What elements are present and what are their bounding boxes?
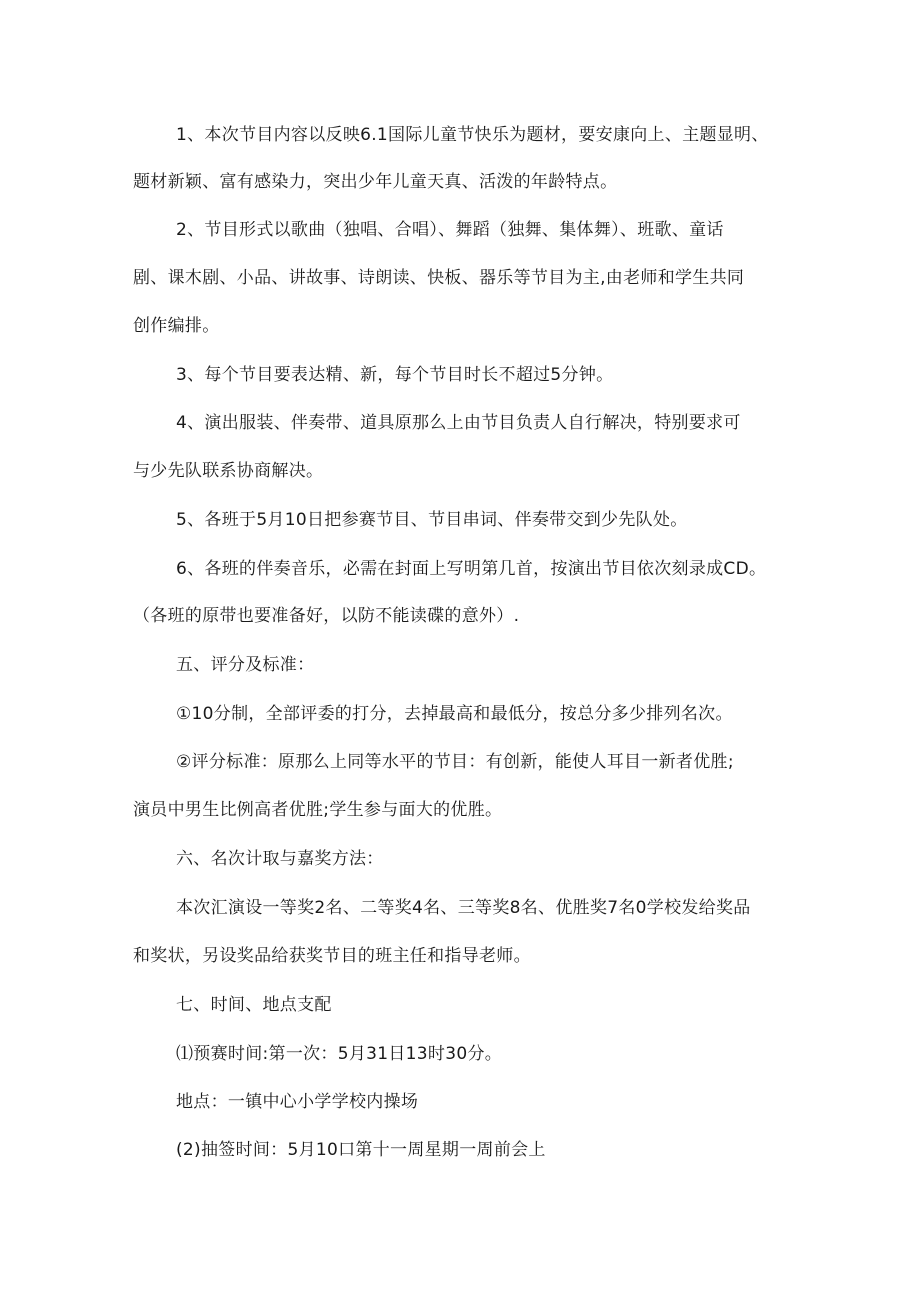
paragraph-line: 3、每个节目要表达精、新，每个节目时长不超过5分钟。 <box>176 365 614 385</box>
paragraph-line: 6、各班的伴奏音乐，必需在封面上写明第几首，按演出节目依次刻录成CD。 <box>176 559 767 579</box>
paragraph-line: 本次汇演设一等奖2名、二等奖4名、三等奖8名、优胜奖7名0学校发给奖品 <box>176 898 751 918</box>
paragraph-line: （各班的原带也要准备好，以防不能读碟的意外）. <box>133 606 520 626</box>
paragraph-line: 地点：一镇中心小学学校内操场 <box>176 1092 419 1112</box>
paragraph-line: 剧、课木剧、小品、讲故事、诗朗读、快板、器乐等节目为主,由老师和学生共同 <box>133 268 745 288</box>
paragraph-line: 与少先队联系协商解决。 <box>133 461 324 481</box>
paragraph-line: ①10分制，全部评委的打分，去掉最高和最低分，按总分多少排列名次。 <box>176 704 733 724</box>
paragraph-line: 1、本次节目内容以反映6.1国际儿童节快乐为题材，要安康向上、主题显明、 <box>176 125 769 145</box>
section-heading: 七、时间、地点支配 <box>176 995 332 1015</box>
paragraph-line: 题材新颖、富有感染力，突出少年儿童天真、活泼的年龄特点。 <box>133 172 618 192</box>
paragraph-line: (2)抽签时间：5月10口第十一周星期一周前会上 <box>176 1140 546 1160</box>
section-heading: 六、名次计取与嘉奖方法： <box>176 849 384 869</box>
paragraph-line: 5、各班于5月10日把参赛节目、节目串词、伴奏带交到少先队处。 <box>176 510 688 530</box>
paragraph-line: 2、节目形式以歌曲（独唱、合唱）、舞蹈（独舞、集体舞）、班歌、童话 <box>176 220 724 240</box>
paragraph-line: ⑴预赛时间:第一次：5月31日13时30分。 <box>176 1044 503 1064</box>
paragraph-line: 创作编排。 <box>133 316 220 336</box>
paragraph-line: 4、演出服装、伴奏带、道具原那么上由节目负责人自行解决，特别要求可 <box>176 413 741 433</box>
paragraph-line: ②评分标准：原那么上同等水平的节目：有创新，能使人耳目一新者优胜; <box>176 752 734 772</box>
paragraph-line: 演员中男生比例高者优胜;学生参与面大的优胜。 <box>133 800 503 820</box>
paragraph-line: 和奖状，另设奖品给获奖节目的班主任和指导老师。 <box>133 946 531 966</box>
section-heading: 五、评分及标准： <box>176 655 315 675</box>
